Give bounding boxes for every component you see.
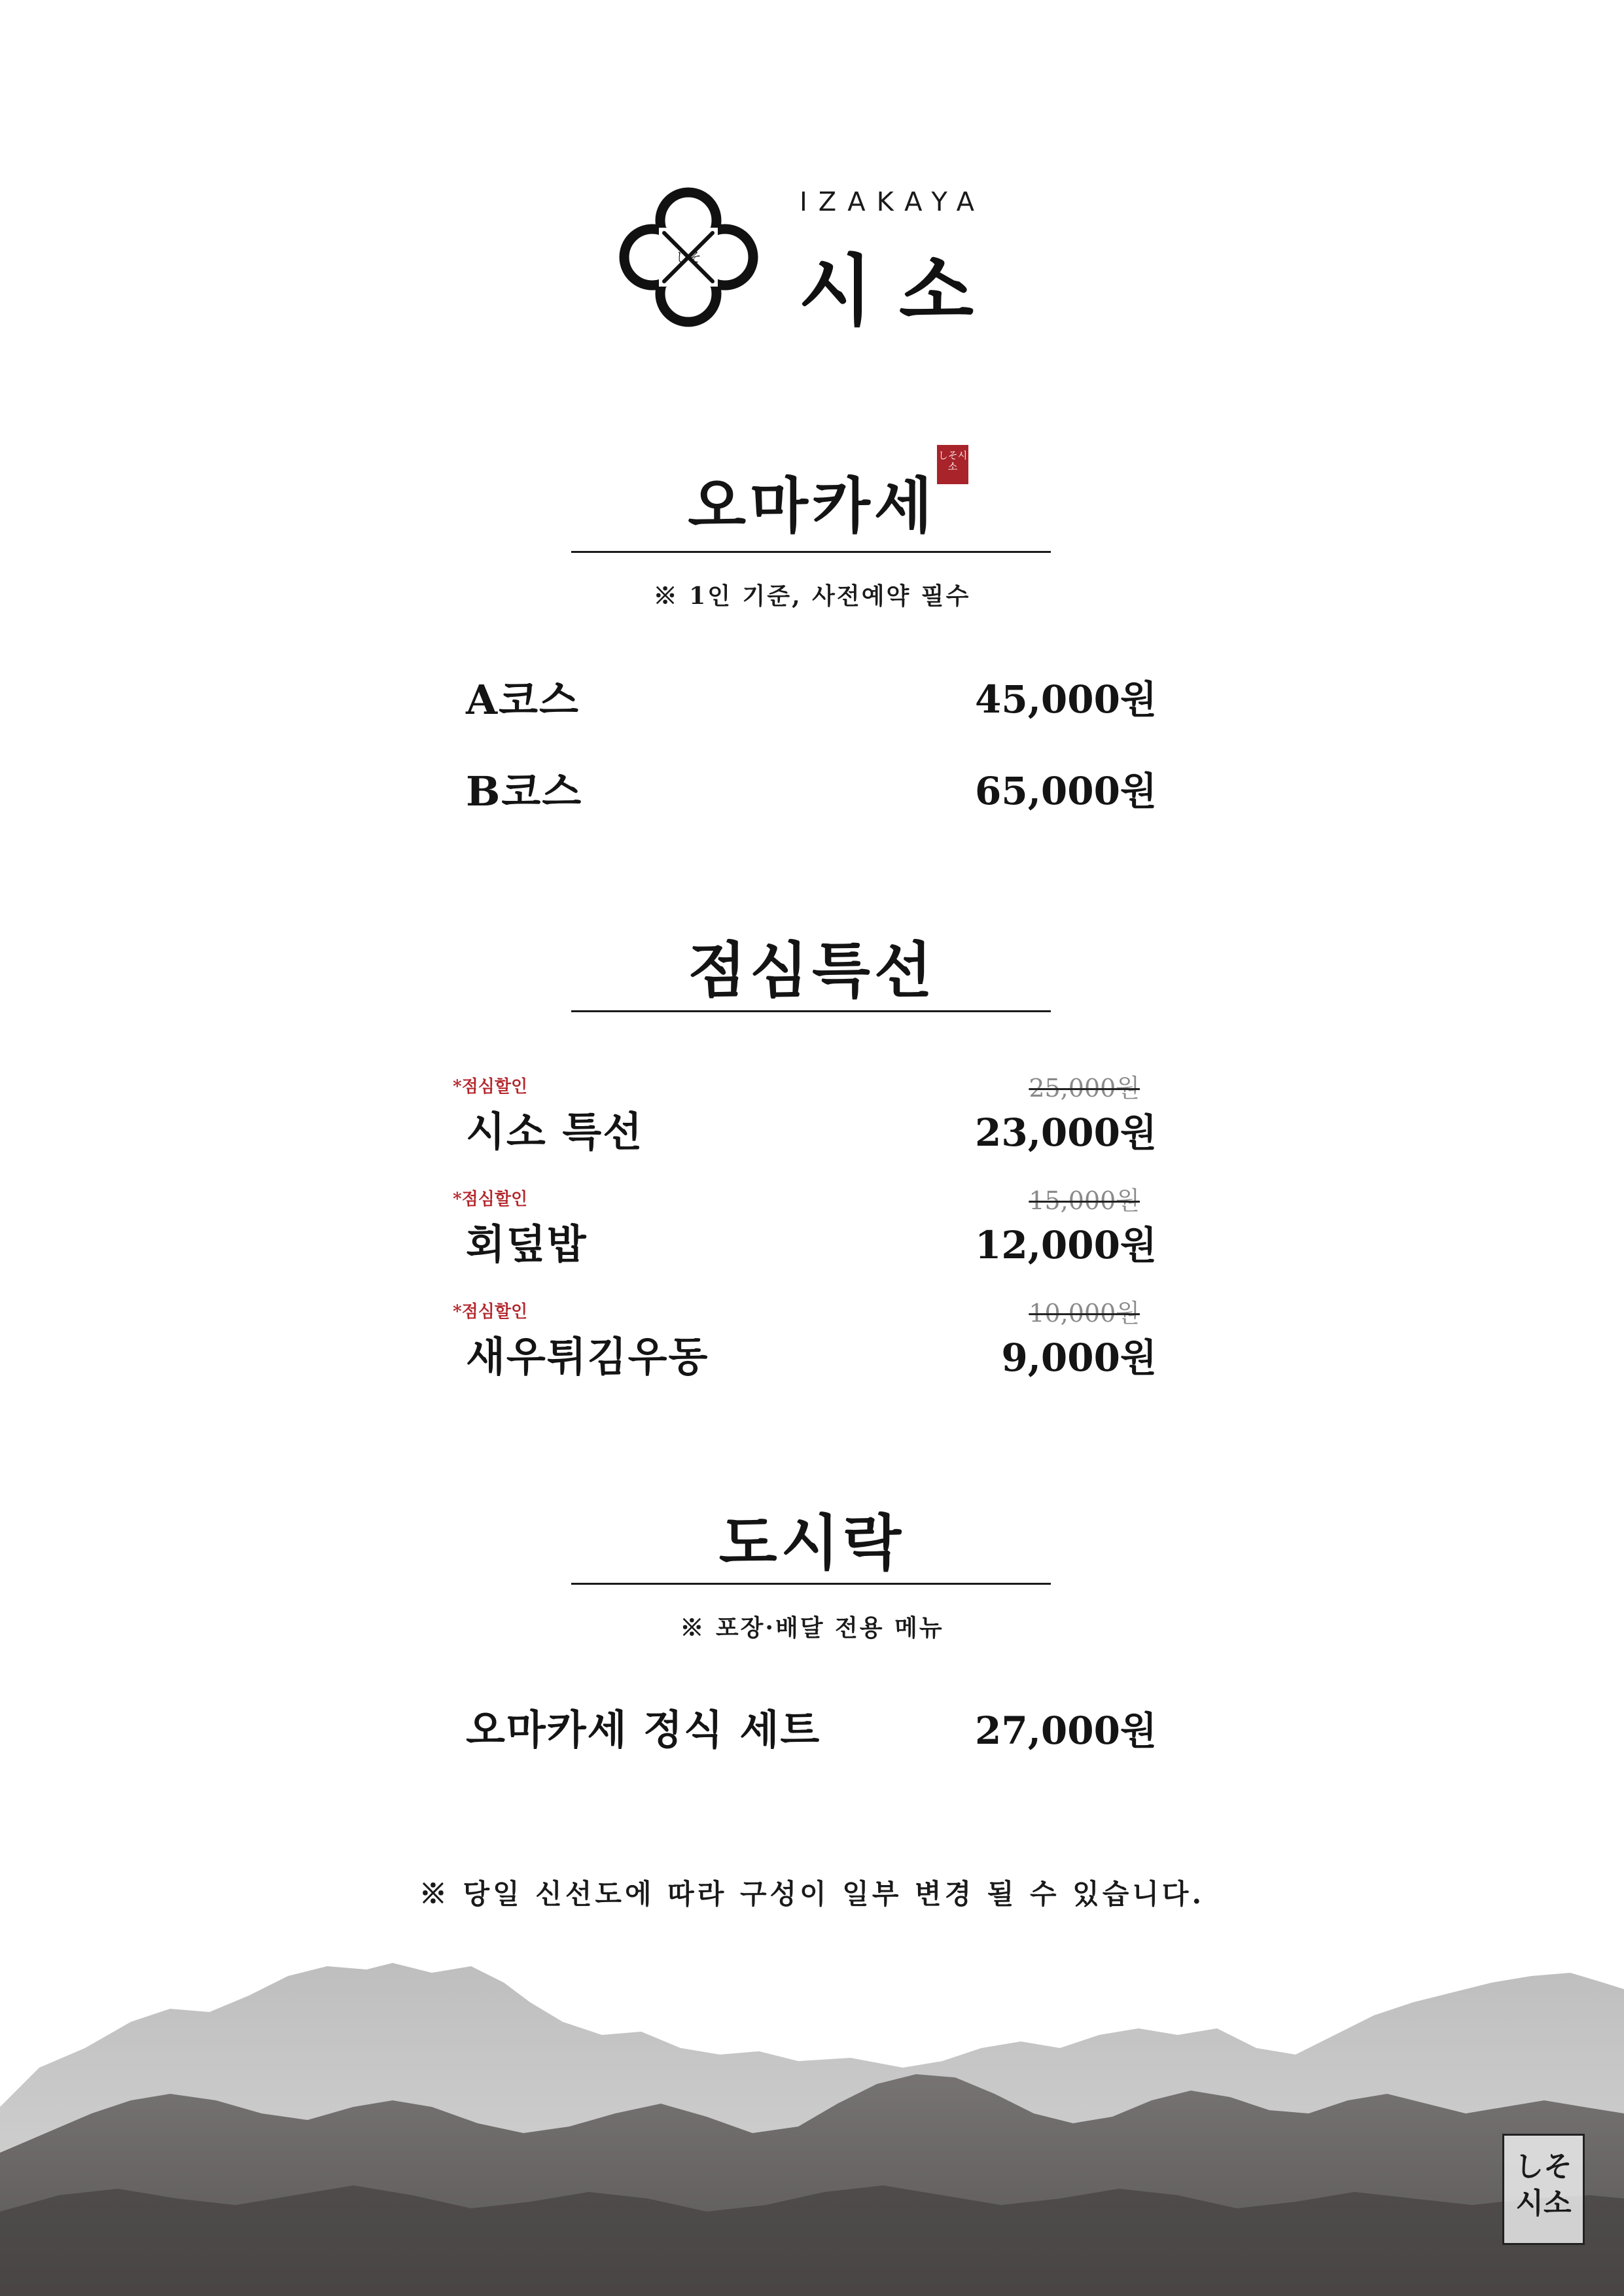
dosirak-note: ※ 포장·배달 전용 메뉴	[680, 1614, 944, 1642]
logo-glyph: しそ	[675, 249, 701, 265]
menu-item-name: A코스	[466, 676, 580, 724]
menu-item-name: 새우튀김우동	[466, 1333, 709, 1381]
stamp-line-1: しそ	[1515, 2150, 1572, 2183]
menu-item-name: B코스	[466, 768, 583, 815]
footer-note: ※ 당일 신선도에 따라 구성이 일부 변경 될 수 있습니다.	[419, 1878, 1205, 1910]
menu-item-price: 65,000원	[974, 769, 1157, 813]
original-price: 25,000원	[1029, 1074, 1140, 1103]
dosirak-title: 도시락	[718, 1508, 906, 1578]
corner-stamp	[1502, 2134, 1585, 2245]
menu-item-price: 27,000원	[974, 1708, 1157, 1753]
menu-item-name: 회덮밥	[466, 1220, 588, 1268]
logo-mark-icon	[618, 185, 759, 330]
lunch-title: 점심특선	[688, 935, 936, 1006]
brand-name: 시소	[798, 246, 1000, 336]
menu-item-price: 12,000원	[974, 1223, 1157, 1267]
discount-tag: *점심할인	[453, 1302, 528, 1322]
omakase-divider	[571, 551, 1051, 553]
lunch-divider	[571, 1010, 1051, 1012]
brand-subtitle: IZAKAYA	[800, 187, 986, 217]
menu-item-name: 시소 특선	[466, 1108, 644, 1156]
omakase-title: 오마카세	[688, 470, 936, 541]
discount-tag: *점심할인	[453, 1190, 528, 1209]
stamp-line-2: 시소	[1515, 2187, 1572, 2220]
omakase-note: ※ 1인 기준, 사전예약 필수	[653, 582, 971, 610]
menu-item-price: 45,000원	[974, 677, 1157, 722]
original-price: 10,000원	[1029, 1299, 1140, 1328]
ink-mountains-illustration	[0, 1937, 1624, 2296]
red-seal-stamp: しそ시소	[937, 445, 968, 484]
discount-tag: *점심할인	[453, 1077, 528, 1097]
menu-item-price: 23,000원	[974, 1110, 1157, 1155]
dosirak-divider	[571, 1583, 1051, 1585]
menu-item-name: 오마카세 정식 세트	[466, 1706, 821, 1754]
menu-item-price: 9,000원	[1001, 1335, 1157, 1380]
original-price: 15,000원	[1029, 1186, 1140, 1215]
